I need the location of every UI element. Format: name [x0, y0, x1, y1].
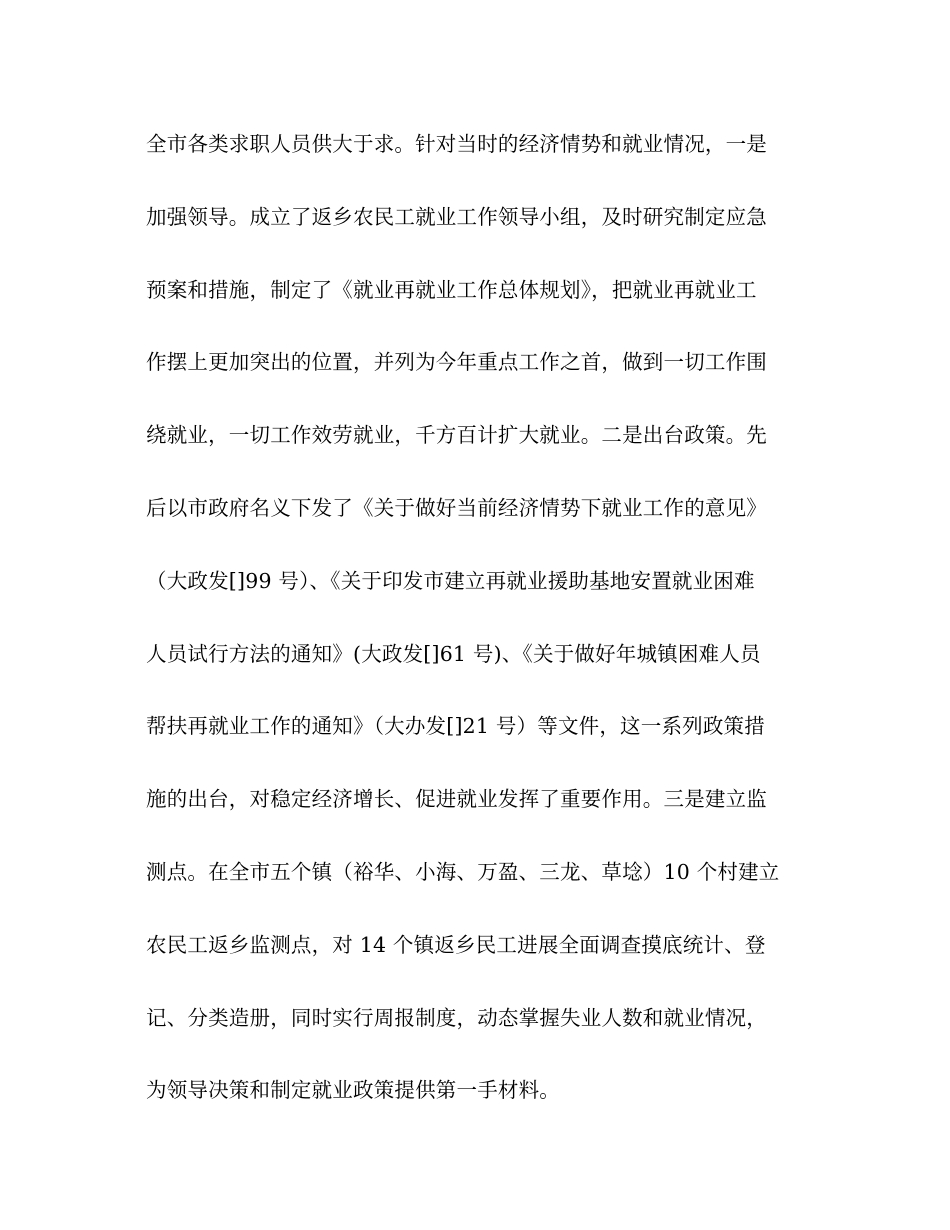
body-paragraph	[146, 122, 811, 1141]
text-line: 全市各类求职人员供大于求。针对当时的经济情势和就业情况，一是	[146, 132, 767, 156]
text-line: 帮扶再就业工作的通知》（大办发[]21 号）等文件，这一系列政策措	[146, 714, 765, 739]
text-line: 施的出台，对稳定经济增长、促进就业发挥了重要作用。三是建立监	[146, 787, 767, 812]
text-line: 记、分类造册，同时实行周报制度，动态掌握失业人数和就业情况，	[146, 1005, 767, 1030]
text-line: 预案和措施，制定了《就业再就业工作总体规划》，把就业再就业工	[146, 277, 757, 302]
text-line: 绕就业，一切工作效劳就业，千方百计扩大就业。二是出台政策。先	[146, 423, 767, 448]
text-line: 后以市政府名义下发了《关于做好当前经济情势下就业工作的意见》	[146, 495, 767, 520]
text-line: 农民工返乡监测点，对 14 个镇返乡民工进展全面调查摸底统计、登	[146, 932, 766, 957]
text-line: （大政发[]99 号）、《关于印发市建立再就业援助基地安置就业困难	[146, 568, 755, 593]
text-line: 人员试行方法的通知》(大政发[]61 号)、《关于做好年城镇困难人员	[146, 641, 761, 666]
text-line: 作摆上更加突出的位置，并列为今年重点工作之首，做到一切工作围	[146, 350, 767, 375]
text-line: 测点。在全市五个镇（裕华、小海、万盈、三龙、草埝）10 个村建立	[146, 859, 780, 884]
text-line: 加强领导。成立了返乡农民工就业工作领导小组，及时研究制定应急	[146, 204, 767, 229]
text-line: 为领导决策和制定就业政策提供第一手材料。	[146, 1078, 560, 1103]
